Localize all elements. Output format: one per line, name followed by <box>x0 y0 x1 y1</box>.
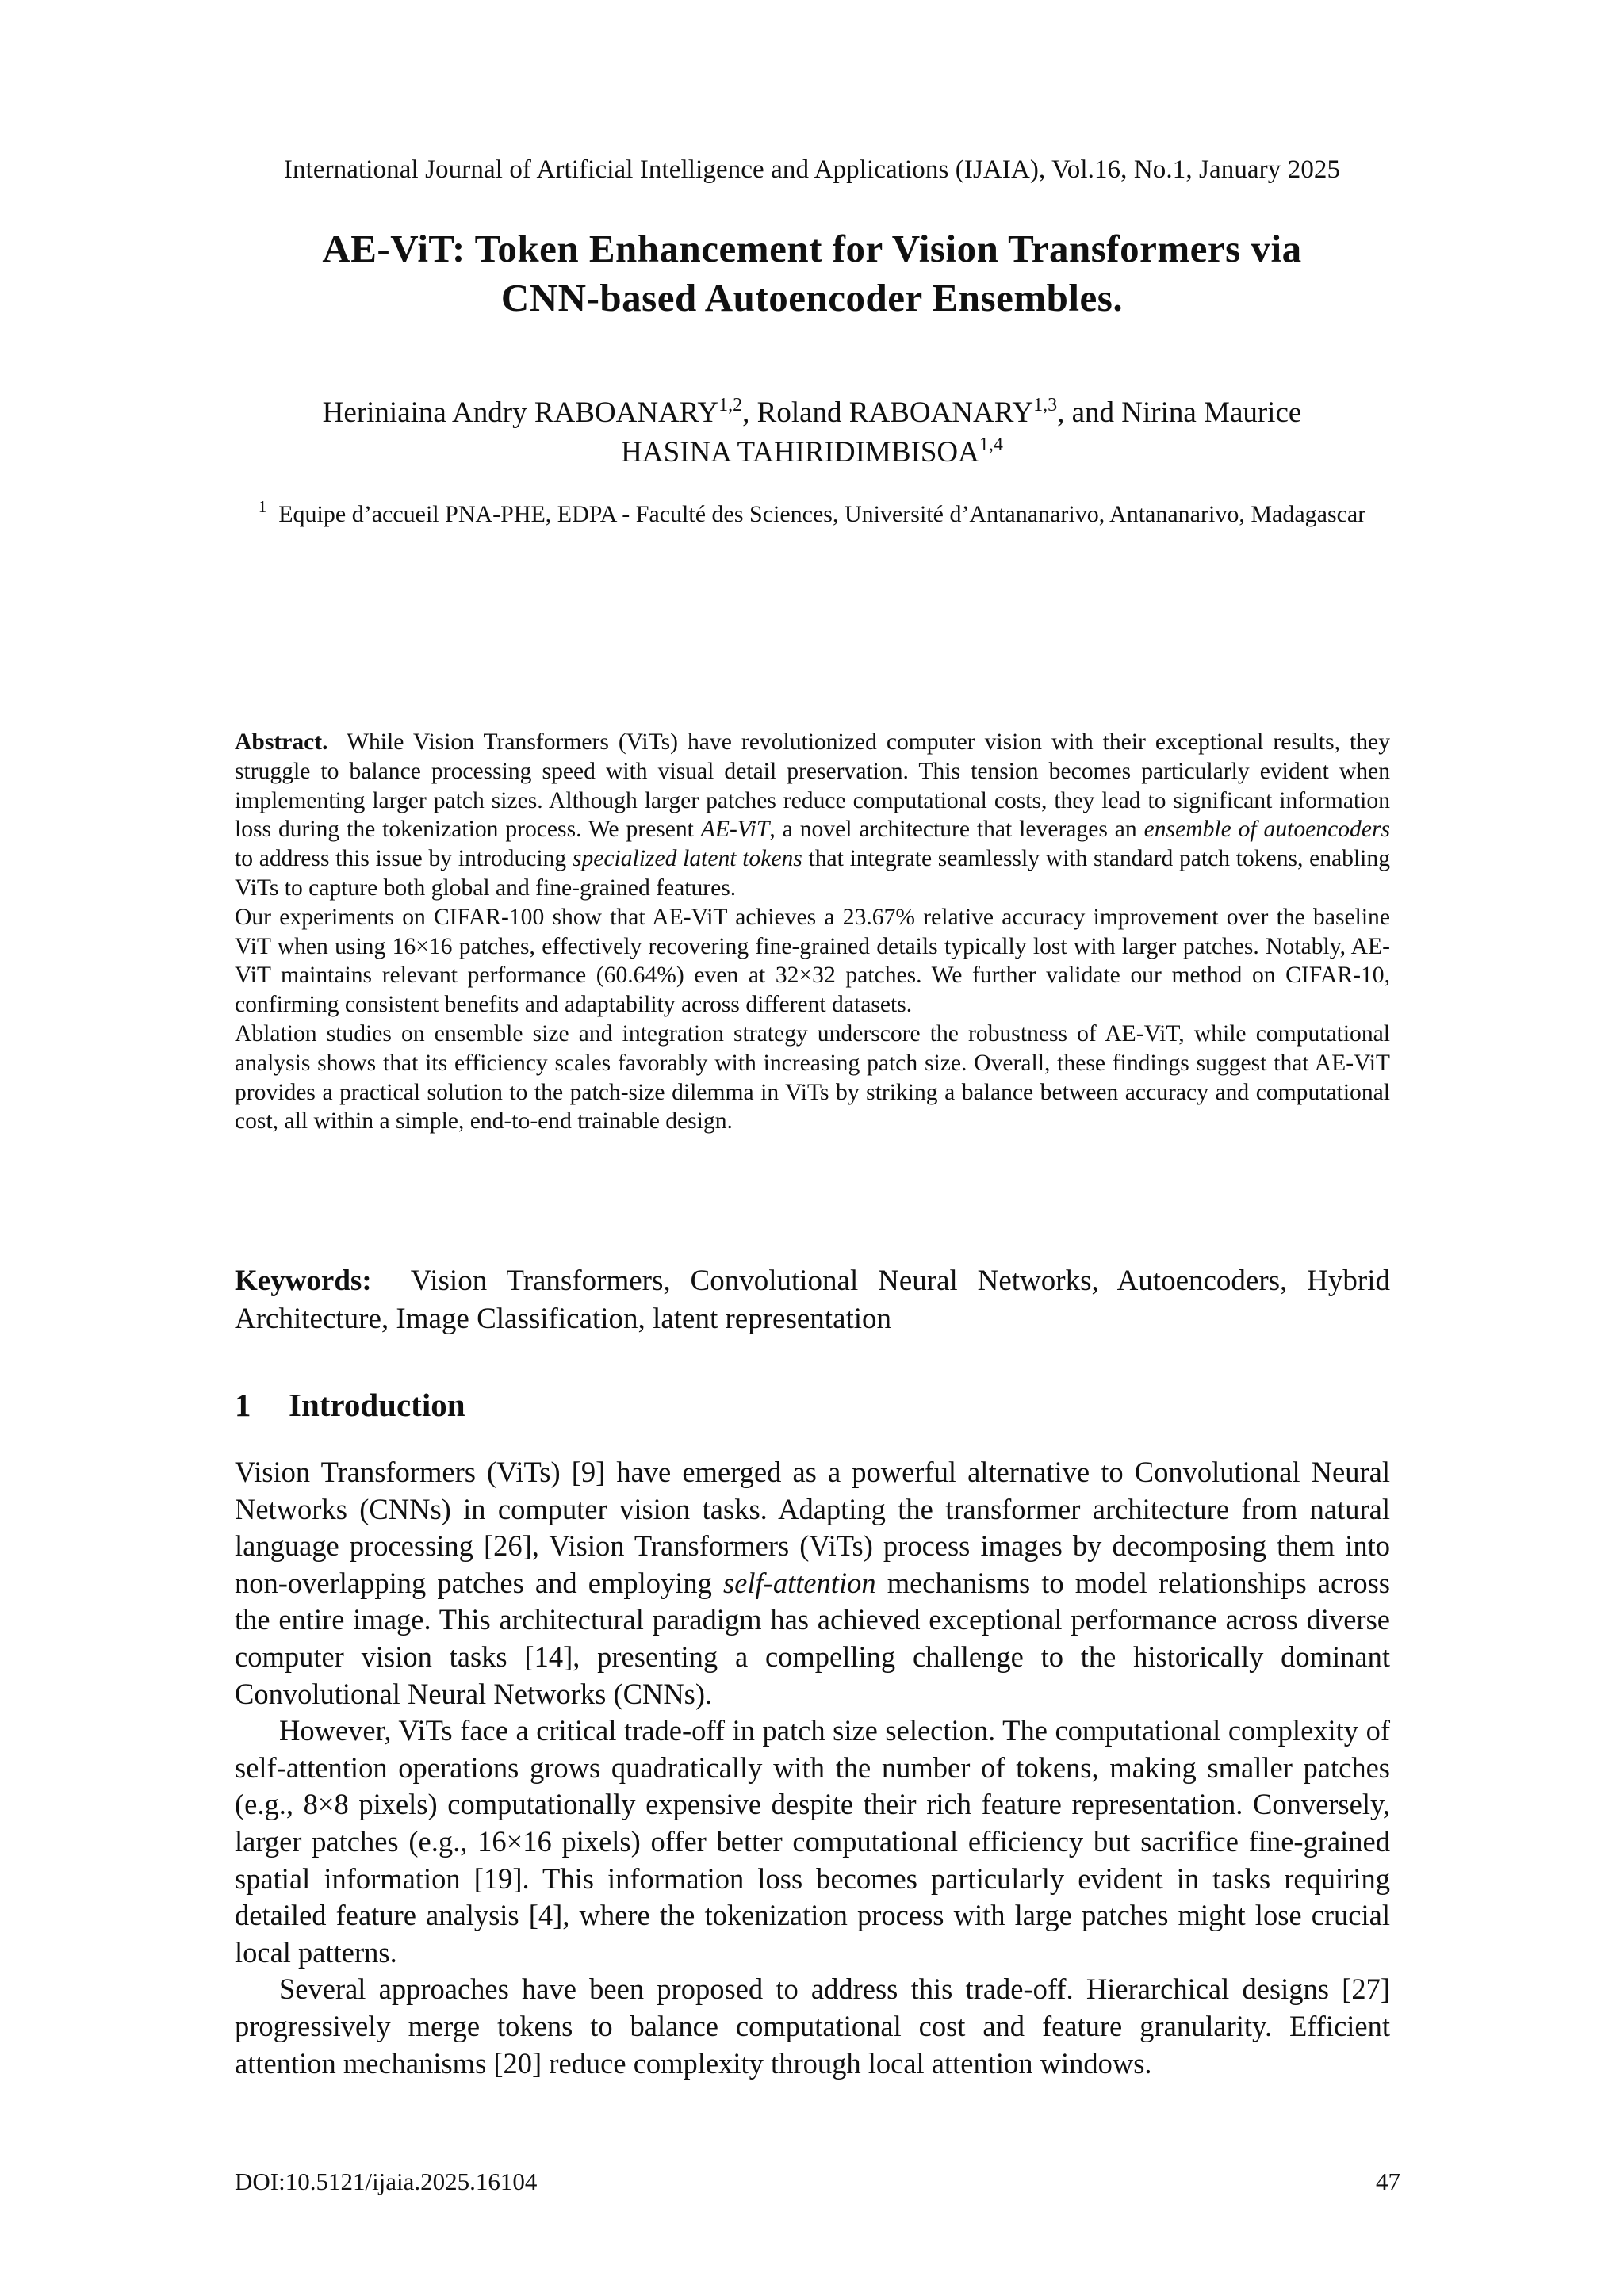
abstract-label: Abstract. <box>235 729 328 755</box>
keywords <box>235 1262 1390 1338</box>
keywords-text: Vision Transformers, Convolutional Neural Networks, Autoencoders, Hybrid Architecture, Image Classification, latent representation <box>235 1265 1390 1335</box>
abstract-text: , a novel architecture that leverages an <box>769 817 1144 843</box>
intro-paragraph-1 <box>235 1454 1390 1712</box>
intro-text: Vision Transformers (ViTs) [9] have emerged as a powerful alternative to Convolutional Neural Networks (CNNs) in computer vision tasks. Adapting the transformer architecture from natural language processing [26], Vision Transformers (ViTs) process images by decomposing them into non-overlapping patches and employing <box>235 1456 1390 1599</box>
author-3-name-part2: HASINA TAHIRIDIMBISOA <box>621 436 979 469</box>
author-2-name: , Roland RABOANARY <box>742 396 1034 429</box>
abstract-emphasis: ensemble of autoencoders <box>1143 817 1390 843</box>
author-1-affil: 1,2 <box>718 395 743 415</box>
author-line-1 <box>0 393 1624 433</box>
title-line-1: AE-ViT: Token Enhancement for Vision Transformers via <box>322 227 1302 270</box>
intro-paragraph-3: Several approaches have been proposed to address this trade-off. Hierarchical designs [27] progressively merge tokens to balance computational cost and feature granularity. Efficient attention mechanisms [20] reduce complexity through local attention windows. <box>235 1973 1390 2080</box>
introduction-body <box>235 1454 1390 2082</box>
abstract-text: to address this issue by introducing <box>235 846 573 872</box>
affiliation-marker: 1 <box>258 497 267 516</box>
abstract <box>235 728 1390 1136</box>
journal-header: International Journal of Artificial Intelligence and Applications (IJAIA), Vol.16, No.1, January 2025 <box>283 155 1341 184</box>
abstract-emphasis: AE-ViT <box>700 817 770 843</box>
affiliation <box>238 498 1386 531</box>
intro-paragraph-2: However, ViTs face a critical trade-off in patch size selection. The computational complexity of self-attention operations grows quadratically with the number of tokens, making smaller patches (e.g., 8×8 pixels) computationally expensive despite their rich feature representation. Conversely, larger patches (e.g., 16×16 pixels) offer better computational efficiency but sacrifice fine-grained spatial information [19]. This information loss becomes particularly evident in tasks requiring detailed feature analysis [4], where the tokenization process with large patches might lose crucial local patterns. <box>235 1714 1390 1969</box>
abstract-paragraph-3: Ablation studies on ensemble size and integration strategy underscore the robustness of AE-ViT, while computational analysis shows that its efficiency scales favorably with increasing patch size. Overall, these findings suggest that AE-ViT provides a practical solution to the patch-size dilemma in ViTs by striking a balance between accuracy and computational cost, all within a simple, end-to-end trainable design. <box>235 1020 1390 1135</box>
title-line-2: CNN-based Autoencoder Ensembles. <box>500 276 1124 320</box>
affiliation-text: Equipe d’accueil PNA-PHE, EDPA - Faculté des Sciences, Université d’Antananarivo, Antananarivo, Madagascar <box>278 501 1366 527</box>
section-title: Introduction <box>289 1387 465 1423</box>
page-number: 47 <box>1376 2168 1400 2195</box>
author-2-affil: 1,3 <box>1033 395 1058 415</box>
author-3-name-part1: , and Nirina Maurice <box>1057 396 1302 429</box>
paper-title <box>0 224 1624 323</box>
abstract-text: While Vision Transformers (ViTs) have revolutionized computer vision with their exceptional results, they struggle to balance processing speed with visual detail preservation. This tension becomes particularly evident when implementing larger patch sizes. Although larger patches reduce computational costs, they lead to significant information loss during the tokenization process. We present <box>235 729 1390 843</box>
intro-emphasis: self-attention <box>722 1566 876 1599</box>
section-heading-introduction <box>235 1386 465 1424</box>
abstract-text: that integrate seamlessly with standard patch tokens, enabling ViTs to capture both global and fine-grained features. <box>235 846 1390 901</box>
author-3-affil: 1,4 <box>979 434 1003 455</box>
keywords-label: Keywords: <box>235 1265 372 1297</box>
intro-text: mechanisms to model relationships across the entire image. This architectural paradigm has achieved exceptional performance across diverse computer vision tasks [14], presenting a compelling challenge to the historically dominant Convolutional Neural Networks (CNNs). <box>235 1566 1390 1710</box>
footer-doi: DOI:10.5121/ijaia.2025.16104 <box>235 2168 538 2195</box>
section-number: 1 <box>235 1387 251 1423</box>
author-1-name: Heriniaina Andry RABOANARY <box>322 396 719 429</box>
author-list <box>0 393 1624 473</box>
abstract-paragraph-1 <box>235 728 1390 903</box>
abstract-paragraph-2: Our experiments on CIFAR-100 show that AE-ViT achieves a 23.67% relative accuracy improvement over the baseline ViT when using 16×16 patches, effectively recovering fine-grained details typically lost with larger patches. Notably, AE-ViT maintains relevant performance (60.64%) even at 32×32 patches. We further validate our method on CIFAR-10, confirming consistent benefits and adaptability across different datasets. <box>235 904 1390 1018</box>
abstract-emphasis: specialized latent tokens <box>572 846 802 872</box>
author-line-2 <box>0 433 1624 473</box>
